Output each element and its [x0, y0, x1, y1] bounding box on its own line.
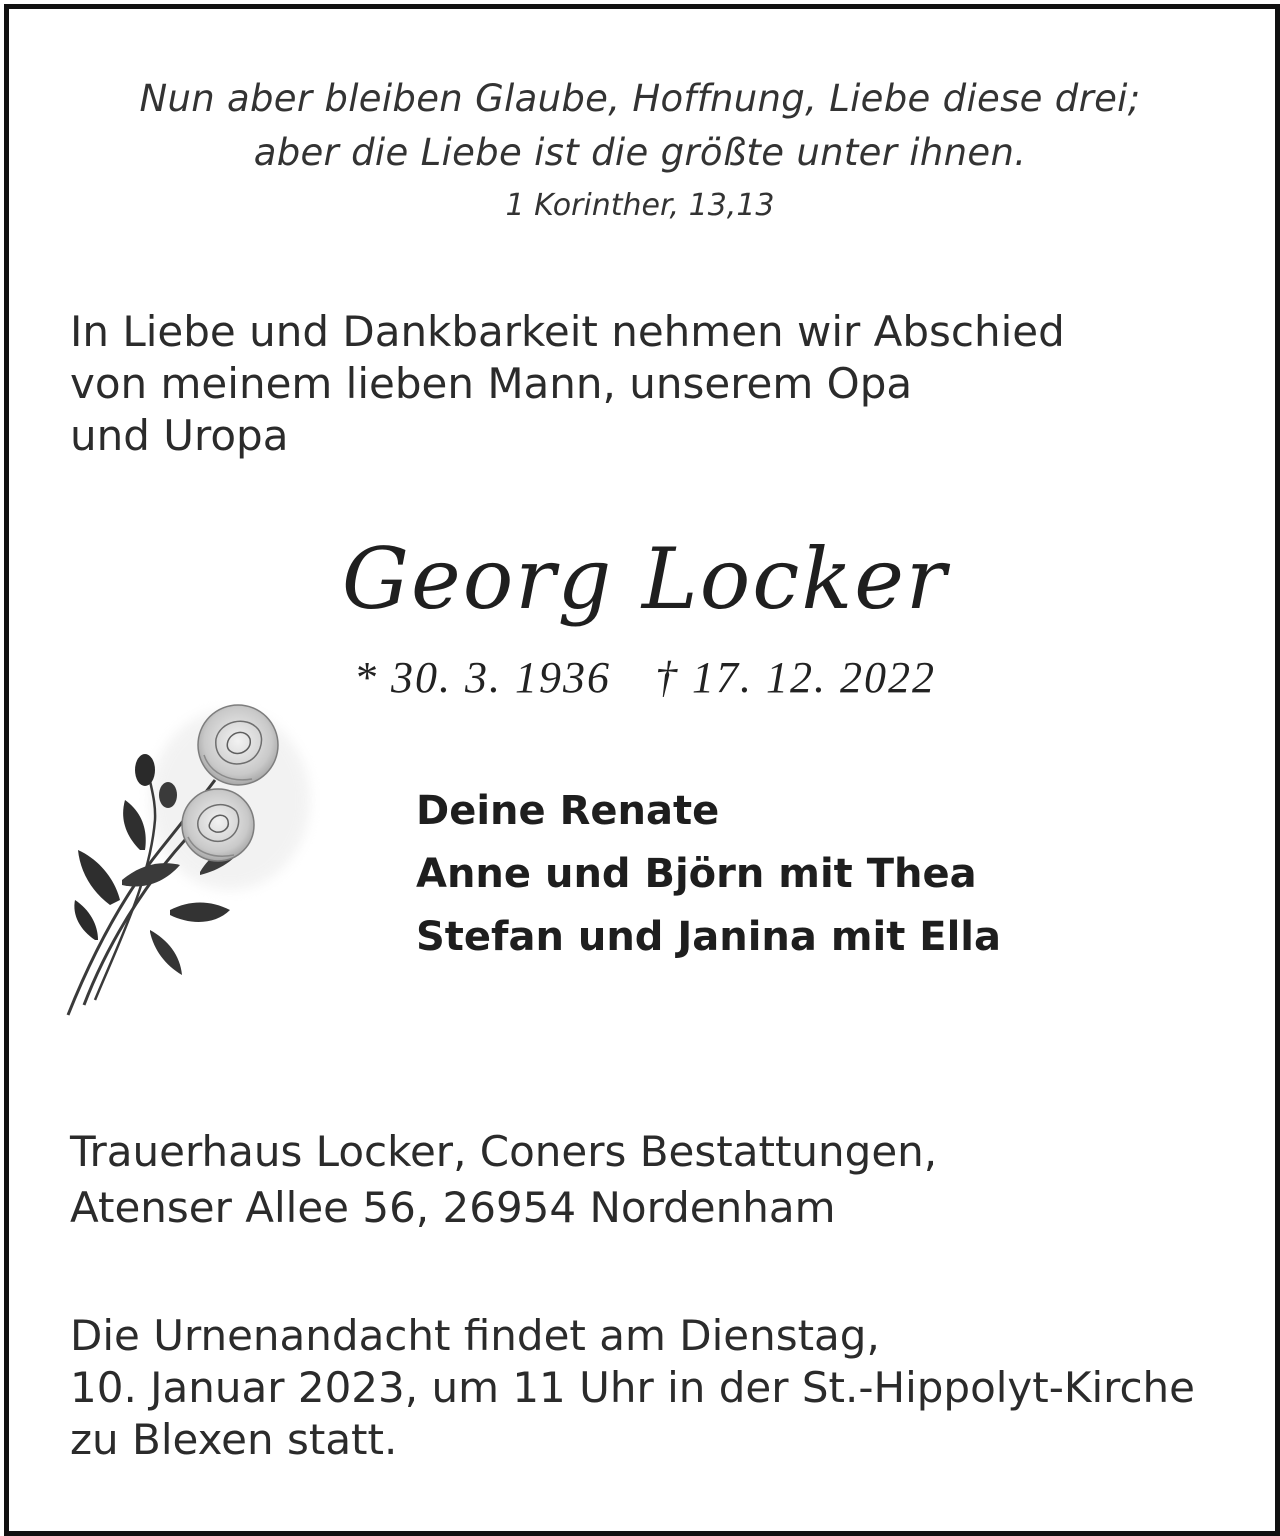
- intro-line-3: und Uropa: [70, 411, 289, 460]
- verse-reference: 1 Korinther, 13,13: [505, 188, 775, 223]
- mourning-address: [70, 1124, 937, 1236]
- verse-line-2: aber die Liebe ist die größte unter ihnen.: [253, 131, 1027, 174]
- deceased-name: Georg Locker: [341, 530, 949, 628]
- death-date: † 17. 12. 2022: [655, 653, 936, 702]
- service-line-2: 10. Januar 2023, um 11 Uhr in der St.-Hippolyt-Kirche: [70, 1363, 1196, 1412]
- family-member-1: Deine Renate: [416, 788, 720, 834]
- roses-icon: [50, 700, 320, 1050]
- intro-line-1: In Liebe und Dankbarkeit nehmen wir Abschied: [70, 307, 1065, 356]
- life-dates: [0, 650, 1280, 706]
- service-line-3: zu Blexen statt.: [70, 1415, 398, 1464]
- address-line-2: Atenser Allee 56, 26954 Nordenham: [70, 1183, 836, 1232]
- intro-text: [70, 306, 1220, 462]
- service-info: [70, 1310, 1195, 1466]
- address-line-1: Trauerhaus Locker, Coners Bestattungen,: [70, 1127, 938, 1176]
- family-member-3: Stefan und Janina mit Ella: [416, 914, 1001, 960]
- family-member-2: Anne und Björn mit Thea: [416, 851, 977, 897]
- verse-line-1: Nun aber bleiben Glaube, Hoffnung, Liebe diese drei;: [139, 77, 1141, 120]
- birth-date: * 30. 3. 1936: [354, 653, 611, 702]
- service-line-1: Die Urnenandacht findet am Dienstag,: [70, 1311, 880, 1360]
- family-signatures: [416, 780, 1001, 969]
- intro-line-2: von meinem lieben Mann, unserem Opa: [70, 359, 913, 408]
